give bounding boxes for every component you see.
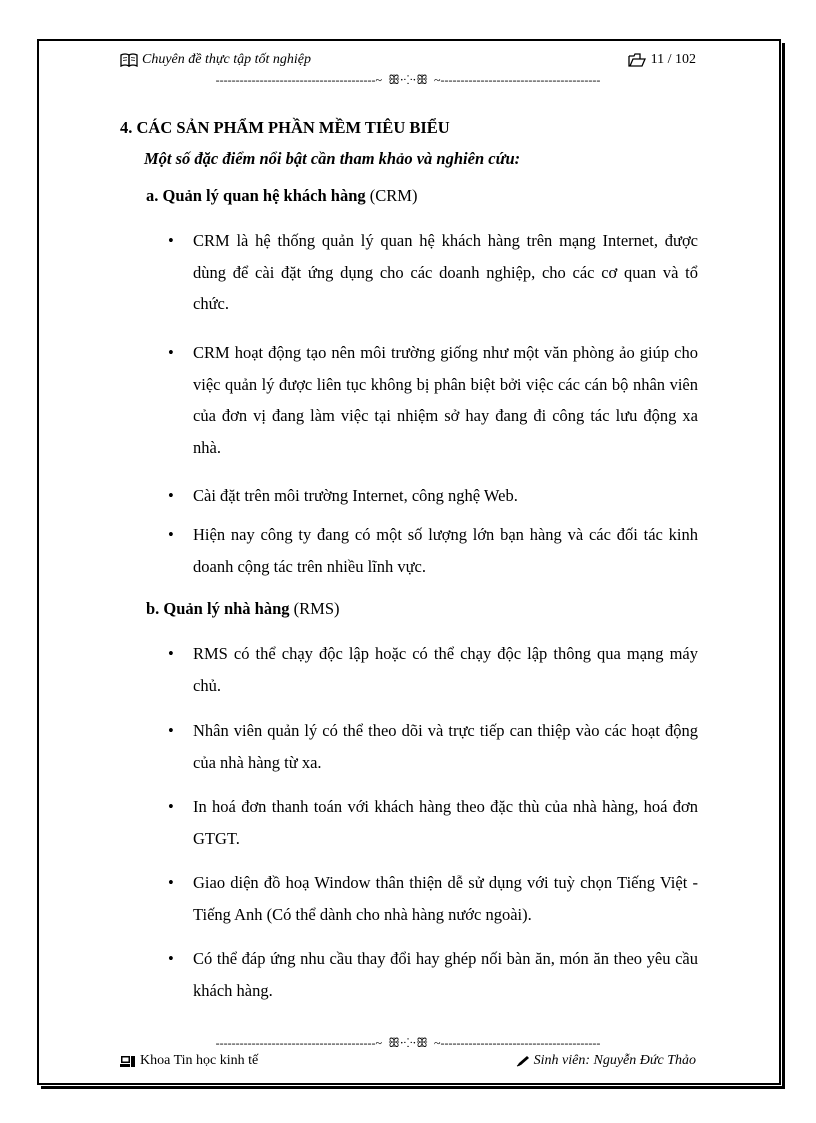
header-right bbox=[628, 52, 696, 68]
subsection-b-label: b. Quản lý nhà hàng bbox=[146, 599, 290, 618]
folder-icon bbox=[628, 53, 646, 67]
list-item bbox=[168, 480, 698, 512]
computer-icon bbox=[120, 1055, 136, 1068]
list-item-text: Hiện nay công ty đang có một số lượng lớn bạn hàng và các đối tác kinh doanh cộng tác trên nhiều lĩnh vực. bbox=[193, 525, 698, 576]
list-item bbox=[168, 715, 698, 778]
header-divider bbox=[120, 72, 696, 88]
bullet-icon: • bbox=[168, 486, 174, 505]
list-item bbox=[168, 225, 698, 320]
list-item-text: RMS có thể chạy độc lập hoặc có thể chạy độc lập thông qua mạng máy chủ. bbox=[193, 644, 698, 695]
list-item-text: Giao diện đồ hoạ Window thân thiện dễ sử dụng với tuỳ chọn Tiếng Việt - Tiếng Anh (Có thể dành cho nhà hàng nước ngoài). bbox=[193, 873, 698, 924]
divider-dashes-left: ----------------------------------------~ bbox=[215, 72, 382, 87]
section-heading: 4. CÁC SẢN PHẨM PHẦN MỀM TIÊU BIỂU bbox=[120, 118, 450, 137]
list-item-text: In hoá đơn thanh toán với khách hàng theo đặc thù của nhà hàng, hoá đơn GTGT. bbox=[193, 797, 698, 848]
bullet-icon: • bbox=[168, 721, 174, 740]
header-left bbox=[120, 52, 311, 68]
book-icon bbox=[120, 53, 138, 67]
footer-right bbox=[516, 1053, 696, 1069]
list-item bbox=[168, 638, 698, 701]
list-item bbox=[168, 791, 698, 854]
page-footer bbox=[120, 1053, 696, 1075]
subsection-b-title bbox=[146, 599, 340, 619]
bullet-icon: • bbox=[168, 873, 174, 892]
divider-dashes-right: ~---------------------------------------- bbox=[434, 1035, 601, 1050]
footer-left bbox=[120, 1053, 258, 1069]
list-item-text: Có thể đáp ứng nhu cầu thay đổi hay ghép nối bàn ăn, món ăn theo yêu cầu khách hàng. bbox=[193, 949, 698, 1000]
list-item bbox=[168, 519, 698, 582]
bullet-icon: • bbox=[168, 949, 174, 968]
header-title: Chuyên đề thực tập tốt nghiệp bbox=[142, 52, 311, 67]
subsection-a-title bbox=[146, 186, 417, 206]
bullet-icon: • bbox=[168, 797, 174, 816]
bullet-icon: • bbox=[168, 343, 174, 362]
section-subtitle: Một số đặc điểm nổi bật cần tham khảo và nghiên cứu: bbox=[144, 149, 521, 168]
footer-student: Sinh viên: Nguyễn Đức Thảo bbox=[533, 1053, 696, 1068]
list-item-text: CRM là hệ thống quản lý quan hệ khách hàng trên mạng Internet, được dùng để cài đặt ứng dụng cho các doanh nghiệp, cho các cơ quan và tổ chức. bbox=[193, 231, 698, 313]
pen-icon bbox=[516, 1055, 530, 1067]
divider-ornament: ꕥ∙⁘∙ꕥ bbox=[388, 72, 429, 87]
page-header bbox=[120, 52, 696, 74]
bullet-icon: • bbox=[168, 525, 174, 544]
list-item-text: Nhân viên quản lý có thể theo dõi và trực tiếp can thiệp vào các hoạt động của nhà hàng từ xa. bbox=[193, 721, 698, 772]
bullet-icon: • bbox=[168, 231, 174, 250]
list-item bbox=[168, 943, 698, 1006]
list-item bbox=[168, 337, 698, 463]
list-item bbox=[168, 867, 698, 930]
page-number: 11 / 102 bbox=[650, 52, 696, 67]
footer-faculty: Khoa Tin học kinh tế bbox=[140, 1053, 259, 1068]
list-item-text: Cài đặt trên môi trường Internet, công nghệ Web. bbox=[193, 486, 518, 505]
subsection-b-abbr: (RMS) bbox=[289, 599, 340, 618]
subsection-a-abbr: (CRM) bbox=[365, 186, 418, 205]
bullet-icon: • bbox=[168, 644, 174, 663]
list-item-text: CRM hoạt động tạo nên môi trường giống như một văn phòng ảo giúp cho việc quản lý được liên tục không bị phân biệt bởi việc các cán bộ nhân viên của đơn vị đang làm việc tại nhiệm sở hay đang đi công tác lưu động xa nhà. bbox=[193, 343, 698, 457]
footer-divider bbox=[120, 1035, 696, 1051]
subsection-a-label: a. Quản lý quan hệ khách hàng bbox=[146, 186, 366, 205]
divider-dashes-left: ----------------------------------------~ bbox=[215, 1035, 382, 1050]
divider-dashes-right: ~---------------------------------------- bbox=[434, 72, 601, 87]
divider-ornament: ꕥ∙⁘∙ꕥ bbox=[388, 1035, 429, 1050]
